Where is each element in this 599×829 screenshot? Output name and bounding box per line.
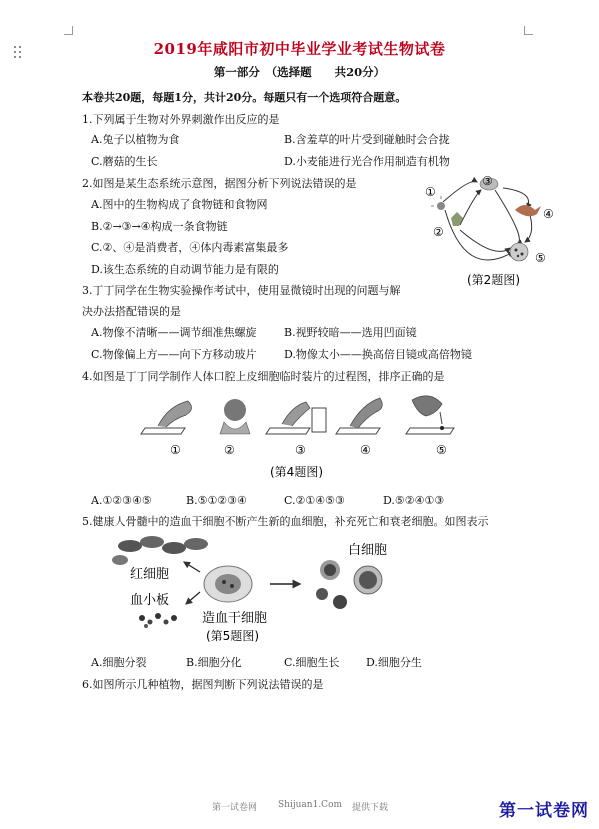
q4-option-d: D.⑤②④①③ — [383, 494, 445, 507]
q2-option-b: B.②→③→④构成一条食物链 — [91, 220, 228, 233]
q5-option-a: A.细胞分裂 — [91, 656, 147, 669]
footer-site-name: 第一试卷网 — [212, 803, 258, 813]
corner-mark-top-left — [64, 26, 73, 35]
q5-platelet-label: 血小板 — [130, 593, 170, 608]
q2-caption: (第2题图) — [467, 273, 520, 287]
q4-label-3: ③ — [295, 443, 306, 457]
step-5-figure — [406, 396, 454, 434]
q2-label-4: ④ — [543, 207, 554, 221]
footer-download-text: 提供下载 — [352, 803, 389, 813]
q5-stem-cell-label: 造血干细胞 — [202, 611, 268, 626]
plant-icon — [451, 212, 463, 226]
q4-label-4: ④ — [360, 443, 371, 457]
step-1-figure — [141, 401, 192, 434]
q1-option-d: D.小麦能进行光合作用制造有机物 — [284, 155, 450, 168]
red-blood-cells — [112, 536, 208, 565]
slide-prep-diagram — [140, 388, 470, 483]
q5-white-label: 白细胞 — [348, 543, 388, 558]
q5-option-b: B.细胞分化 — [186, 656, 242, 669]
q2-option-a: A.图中的生物构成了食物链和食物网 — [91, 198, 268, 211]
q5-option-d: D.细胞分生 — [366, 656, 422, 669]
q3-option-d: D.物像太小——换高倍目镜或高倍物镜 — [284, 348, 472, 361]
step-4-figure — [336, 398, 382, 434]
step-2-figure — [220, 399, 250, 434]
site-logo[interactable]: 第一试卷网 — [499, 801, 589, 821]
page-title: 2019年咸阳市初中毕业学业考试生物试卷 — [153, 40, 446, 58]
corner-mark-top-right — [524, 26, 533, 35]
q4-label-2: ② — [224, 443, 235, 457]
blood-cell-diagram — [100, 532, 420, 647]
q5-option-c: C.细胞生长 — [284, 656, 340, 669]
q3-option-a: A.物像不清晰——调节细准焦螺旋 — [91, 326, 257, 339]
bird-icon — [515, 205, 541, 216]
q2-label-2: ② — [433, 225, 444, 239]
q3-stem-line2: 决办法搭配错误的是 — [82, 305, 181, 318]
q4-stem: 4.如图是丁丁同学制作人体口腔上皮细胞临时装片的过程图，排序正确的是 — [82, 370, 445, 383]
q5-stem: 5.健康人骨髓中的造血干细胞不断产生新的血细胞，补充死亡和衰老细胞。如图表示 — [82, 515, 489, 528]
instructions: 本卷共20题，每题1分，共计20分。每题只有一个选项符合题意。 — [82, 91, 407, 104]
ecosystem-diagram — [415, 170, 565, 290]
footer-site-url[interactable]: Shijuan1.Com — [278, 800, 343, 810]
q5-red-label: 红细胞 — [130, 567, 170, 582]
stem-cell — [204, 566, 252, 602]
q3-option-b: B.视野较暗——选用凹面镜 — [284, 326, 417, 339]
q1-stem: 1.下列属于生物对外界刺激作出反应的是 — [82, 113, 280, 126]
q2-option-d: D.该生态系统的自动调节能力是有限的 — [91, 263, 279, 276]
q5-caption: (第5题图) — [206, 629, 259, 643]
q1-option-a: A.兔子以植物为食 — [91, 133, 180, 146]
q1-option-b: B.含羞草的叶片受到碰触时会合拢 — [284, 133, 450, 146]
q6-stem: 6.如图所示几种植物，据图判断下列说法错误的是 — [82, 678, 324, 691]
q4-option-a: A.①②③④⑤ — [91, 494, 152, 507]
decomposer-icon — [510, 243, 528, 261]
step-3-figure — [266, 402, 326, 434]
q3-stem-line1: 3.丁丁同学在生物实验操作考试中，使用显微镜时出现的问题与解 — [82, 284, 401, 297]
q1-option-c: C.蘑菇的生长 — [91, 155, 158, 168]
q2-option-c: C.②、④是消费者，④体内毒素富集最多 — [91, 241, 289, 254]
q2-stem: 2.如图是某生态系统示意图，据图分析下列说法错误的是 — [82, 177, 357, 190]
platelets — [139, 613, 177, 628]
q3-option-c: C.物像偏上方——向下方移动玻片 — [91, 348, 257, 361]
sun-icon — [437, 202, 445, 210]
section-heading: 第一部分 （选择题 共20分） — [213, 65, 386, 79]
q4-option-c: C.②①④⑤③ — [284, 494, 345, 507]
q4-label-1: ① — [170, 443, 181, 457]
q2-label-3: ③ — [482, 174, 493, 188]
white-blood-cells — [316, 560, 382, 609]
q4-option-b: B.⑤①②③④ — [186, 494, 247, 507]
q2-label-1: ① — [425, 185, 436, 199]
q4-label-5: ⑤ — [436, 443, 447, 457]
q4-caption: (第4题图) — [270, 465, 323, 479]
q2-label-5: ⑤ — [535, 251, 546, 265]
